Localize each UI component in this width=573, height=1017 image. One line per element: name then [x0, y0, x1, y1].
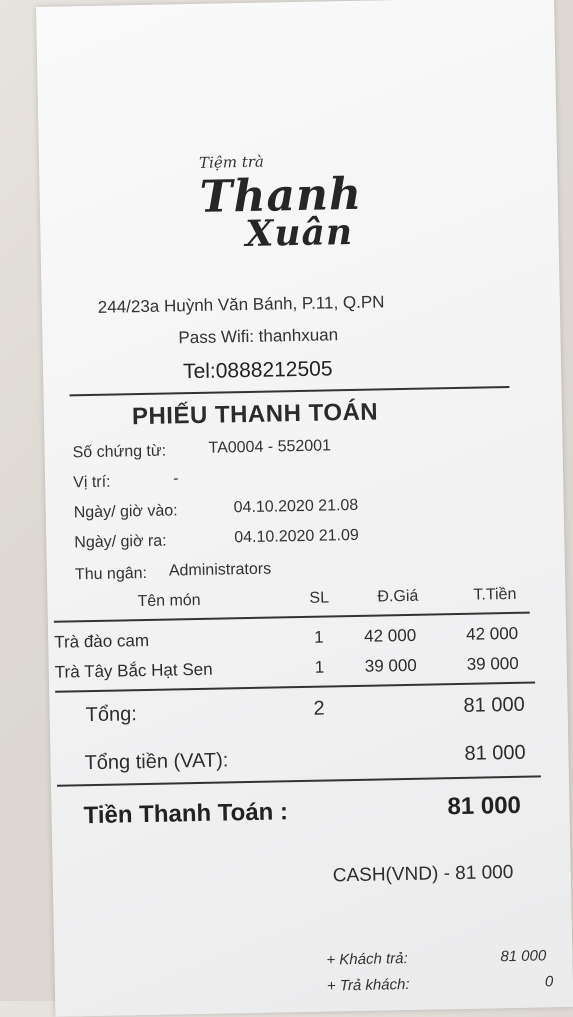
shop-tel: Tel:0888212505 — [182, 357, 333, 384]
vat-label: Tổng tiền (VAT): — [84, 749, 229, 775]
item-qty: 1 — [314, 657, 325, 677]
item-price: 42 000 — [364, 625, 417, 646]
cashier-label: Thu ngân: — [74, 564, 148, 584]
item-total: 42 000 — [465, 623, 519, 644]
receipt-paper — [36, 0, 573, 1017]
time-in-label: Ngày/ giờ vào: — [73, 502, 178, 522]
payment-label: Tiền Thanh Toán : — [83, 798, 289, 830]
col-header-qty: SL — [309, 589, 330, 607]
change-value: 0 — [544, 973, 554, 991]
item-qty: 1 — [314, 627, 324, 647]
position-value: - — [172, 470, 179, 488]
item-price: 39 000 — [364, 655, 417, 676]
shop-address: 244/23a Huỳnh Văn Bánh, P.11, Q.PN — [97, 292, 385, 317]
item-total: 39 000 — [466, 653, 519, 674]
logo-line-1: Thanh — [199, 168, 363, 223]
col-header-price: Đ.Giá — [377, 587, 419, 606]
divider — [54, 612, 530, 623]
time-out-value: 04.10.2020 21.09 — [234, 526, 359, 547]
logo-small-text: Tiệm trà — [198, 152, 265, 172]
shop-wifi: Pass Wifi: thanhxuan — [178, 325, 339, 348]
sum-value: 81 000 — [463, 693, 525, 717]
vat-value: 81 000 — [464, 741, 526, 765]
col-header-name: Tên món — [137, 591, 201, 611]
divider — [57, 775, 541, 786]
item-name: Trà Tây Bắc Hạt Sen — [54, 659, 213, 682]
divider — [69, 386, 509, 396]
cash-line: CASH(VND) - 81 000 — [332, 861, 514, 887]
position-label: Vị trí: — [73, 473, 111, 492]
change-label: + Trả khách: — [326, 975, 410, 995]
customer-paid-value: 81 000 — [500, 947, 547, 966]
item-name: Trà đào cam — [54, 630, 150, 652]
receipt-title: PHIẾU THANH TOÁN — [131, 398, 379, 431]
col-header-total: T.Tiền — [473, 585, 517, 604]
cashier-value: Administrators — [168, 560, 272, 580]
time-out-label: Ngày/ giờ ra: — [74, 532, 167, 552]
sum-qty: 2 — [313, 697, 325, 720]
customer-paid-label: + Khách trả: — [326, 950, 408, 969]
voucher-value: TA0004 - 552001 — [208, 437, 332, 457]
divider — [55, 682, 535, 693]
sum-label: Tổng: — [85, 703, 138, 727]
logo-line-2: Xuân — [245, 210, 354, 255]
time-in-value: 04.10.2020 21.08 — [233, 496, 359, 517]
voucher-label: Số chứng từ: — [72, 442, 167, 462]
payment-value: 81 000 — [447, 791, 522, 821]
